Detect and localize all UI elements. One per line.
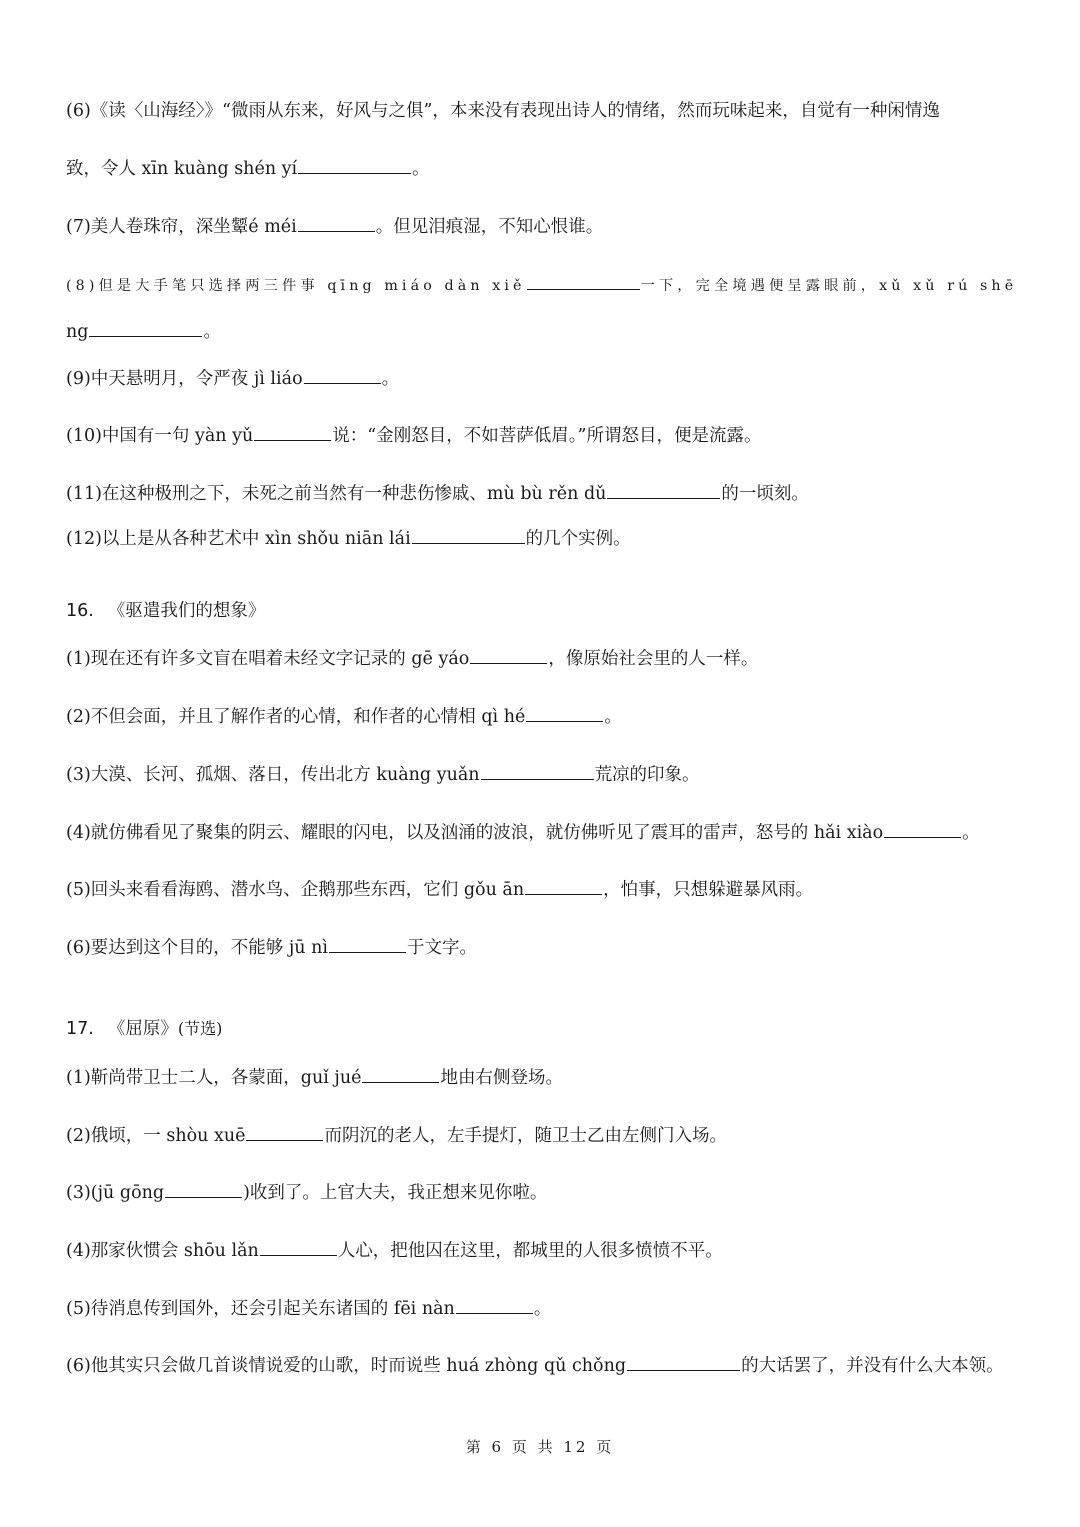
answer-blank[interactable] [526,705,603,722]
item-text: 地由右侧登场。 [440,1068,563,1088]
item-17-1 [66,1066,563,1090]
item-text: (1)靳尚带卫士二人，各蒙面，guǐ jué [66,1068,362,1088]
answer-blank[interactable] [607,482,720,499]
item-16-4 [66,821,980,845]
answer-blank[interactable] [470,647,547,664]
question-note: (节选) [177,1019,223,1038]
item-15-8-line2 [66,320,221,344]
item-text: 。 [381,369,400,389]
question-title: 《屈原》 [107,1019,178,1039]
item-16-2 [66,705,622,729]
item-17-5 [66,1297,551,1321]
answer-blank[interactable] [527,273,640,290]
item-text: (2)不但会面，并且了解作者的心情，和作者的心情相 qì hé [66,707,526,727]
item-16-1 [66,647,758,671]
item-text: (6)《读〈山海经〉》“微雨从东来，好风与之俱”，本来没有表现出诗人的情绪，然而玩味起来，自觉有一种闲情逸 [66,101,940,121]
page-number: 第 6 页 共 12 页 [465,1438,615,1456]
item-15-6-line2 [66,157,430,181]
item-17-3 [66,1181,547,1205]
item-15-7 [66,215,603,239]
question-title: 《驱遣我们的想象》 [107,601,266,621]
item-text: 的几个实例。 [525,529,631,549]
answer-blank[interactable] [304,367,381,384]
answer-blank[interactable] [246,1124,323,1141]
item-text: 。 [604,707,622,727]
item-text: 人心，把他囚在这里，都城里的人很多愤愤不平。 [337,1241,723,1261]
item-text: 而阴沉的老人，左手提灯，随卫士乙由左侧门入场。 [324,1126,727,1146]
item-text: (9)中天悬明月，令严夜 jì liáo [66,369,303,389]
item-text: (3)(jū gōng [66,1183,165,1203]
item-15-9 [66,367,399,391]
item-text: 一下，完全境遇便呈露眼前，xǔ xǔ rú shē [640,278,1018,294]
answer-blank[interactable] [254,424,331,441]
item-16-3 [66,763,700,787]
item-text: (4)就仿佛看见了聚集的阴云、耀眼的闪电，以及汹涌的波浪，就仿佛听见了震耳的雷声，怒号的 hǎi xiào [66,823,884,843]
item-text: 。但见泪痕湿，不知心恨谁。 [375,217,604,237]
answer-blank[interactable] [456,1297,533,1314]
question-number: 16. [66,601,94,621]
item-text: ，怕事，只想躲避暴风雨。 [603,880,814,900]
item-15-6-line1 [66,99,940,123]
item-text: 。 [533,1299,552,1319]
answer-blank[interactable] [329,936,406,953]
item-15-8-line1 [66,273,1017,298]
answer-blank[interactable] [260,1239,337,1256]
item-text: (10)中国有一句 yàn yǔ [66,426,254,446]
answer-blank[interactable] [298,157,411,174]
item-text: ，像原始社会里的人一样。 [548,649,759,669]
item-text: (5)待消息传到国外，还会引起关东诸国的 fēi nàn [66,1299,455,1319]
answer-blank[interactable] [525,878,602,895]
item-16-6 [66,936,477,960]
answer-blank[interactable] [627,1354,740,1371]
item-text: (1)现在还有许多文盲在唱着未经文字记录的 gē yáo [66,649,470,669]
item-text: (8)但是大手笔只选择两三件事 qīng miáo dàn xiě [66,278,526,294]
item-17-2 [66,1124,727,1148]
answer-blank[interactable] [362,1066,439,1083]
item-text: 于文字。 [406,938,477,958]
item-text: 。 [962,823,980,843]
item-text: 的大话罢了，并没有什么大本领。 [741,1356,1004,1376]
item-text: (12)以上是从各种艺术中 xìn shǒu niān lái [66,529,411,549]
item-15-12 [66,527,631,551]
item-15-11 [66,482,809,506]
item-16-5 [66,878,813,902]
answer-blank[interactable] [165,1181,242,1198]
item-17-6 [66,1354,1004,1378]
item-15-10 [66,424,761,448]
item-text: 的一顷刻。 [721,484,809,504]
question-number: 17. [66,1019,94,1039]
answer-blank[interactable] [89,320,202,337]
item-text: (2)俄顷，一 shòu xuē [66,1126,246,1146]
item-text: (5)回头来看看海鸥、潜水鸟、企鹅那些东西，它们 gǒu ān [66,880,525,900]
item-text: (3)大漠、长河、孤烟、落日，传出北方 kuàng yuǎn [66,765,480,785]
item-text: )收到了。上官大夫，我正想来见你啦。 [243,1183,548,1203]
item-text: (6)要达到这个目的，不能够 jū nì [66,938,328,958]
item-text: 。 [203,322,221,342]
item-text: 说：“金刚怒目，不如菩萨低眉。”所谓怒目，便是流露。 [332,426,762,446]
answer-blank[interactable] [298,215,375,232]
answer-blank[interactable] [481,763,594,780]
item-text: (4)那家伙惯会 shōu lǎn [66,1241,259,1261]
item-text: 荒凉的印象。 [594,765,700,785]
question-16-heading [66,599,265,623]
answer-blank[interactable] [884,821,961,838]
item-text: ng [66,322,89,342]
item-text: (11)在这种极刑之下，未死之前当然有一种悲伤惨戚、mù bù rěn dǔ [66,484,607,504]
item-text: (6)他其实只会做几首谈情说爱的山歌，时而说些 huá zhòng qǔ chǒng [66,1356,627,1376]
item-text: 。 [412,159,430,179]
answer-blank[interactable] [412,527,525,544]
item-17-4 [66,1239,723,1263]
item-text: 致，令人 xīn kuàng shén yí [66,159,298,179]
question-17-heading [66,1017,222,1041]
item-text: (7)美人卷珠帘，深坐颦é méi [66,217,297,237]
